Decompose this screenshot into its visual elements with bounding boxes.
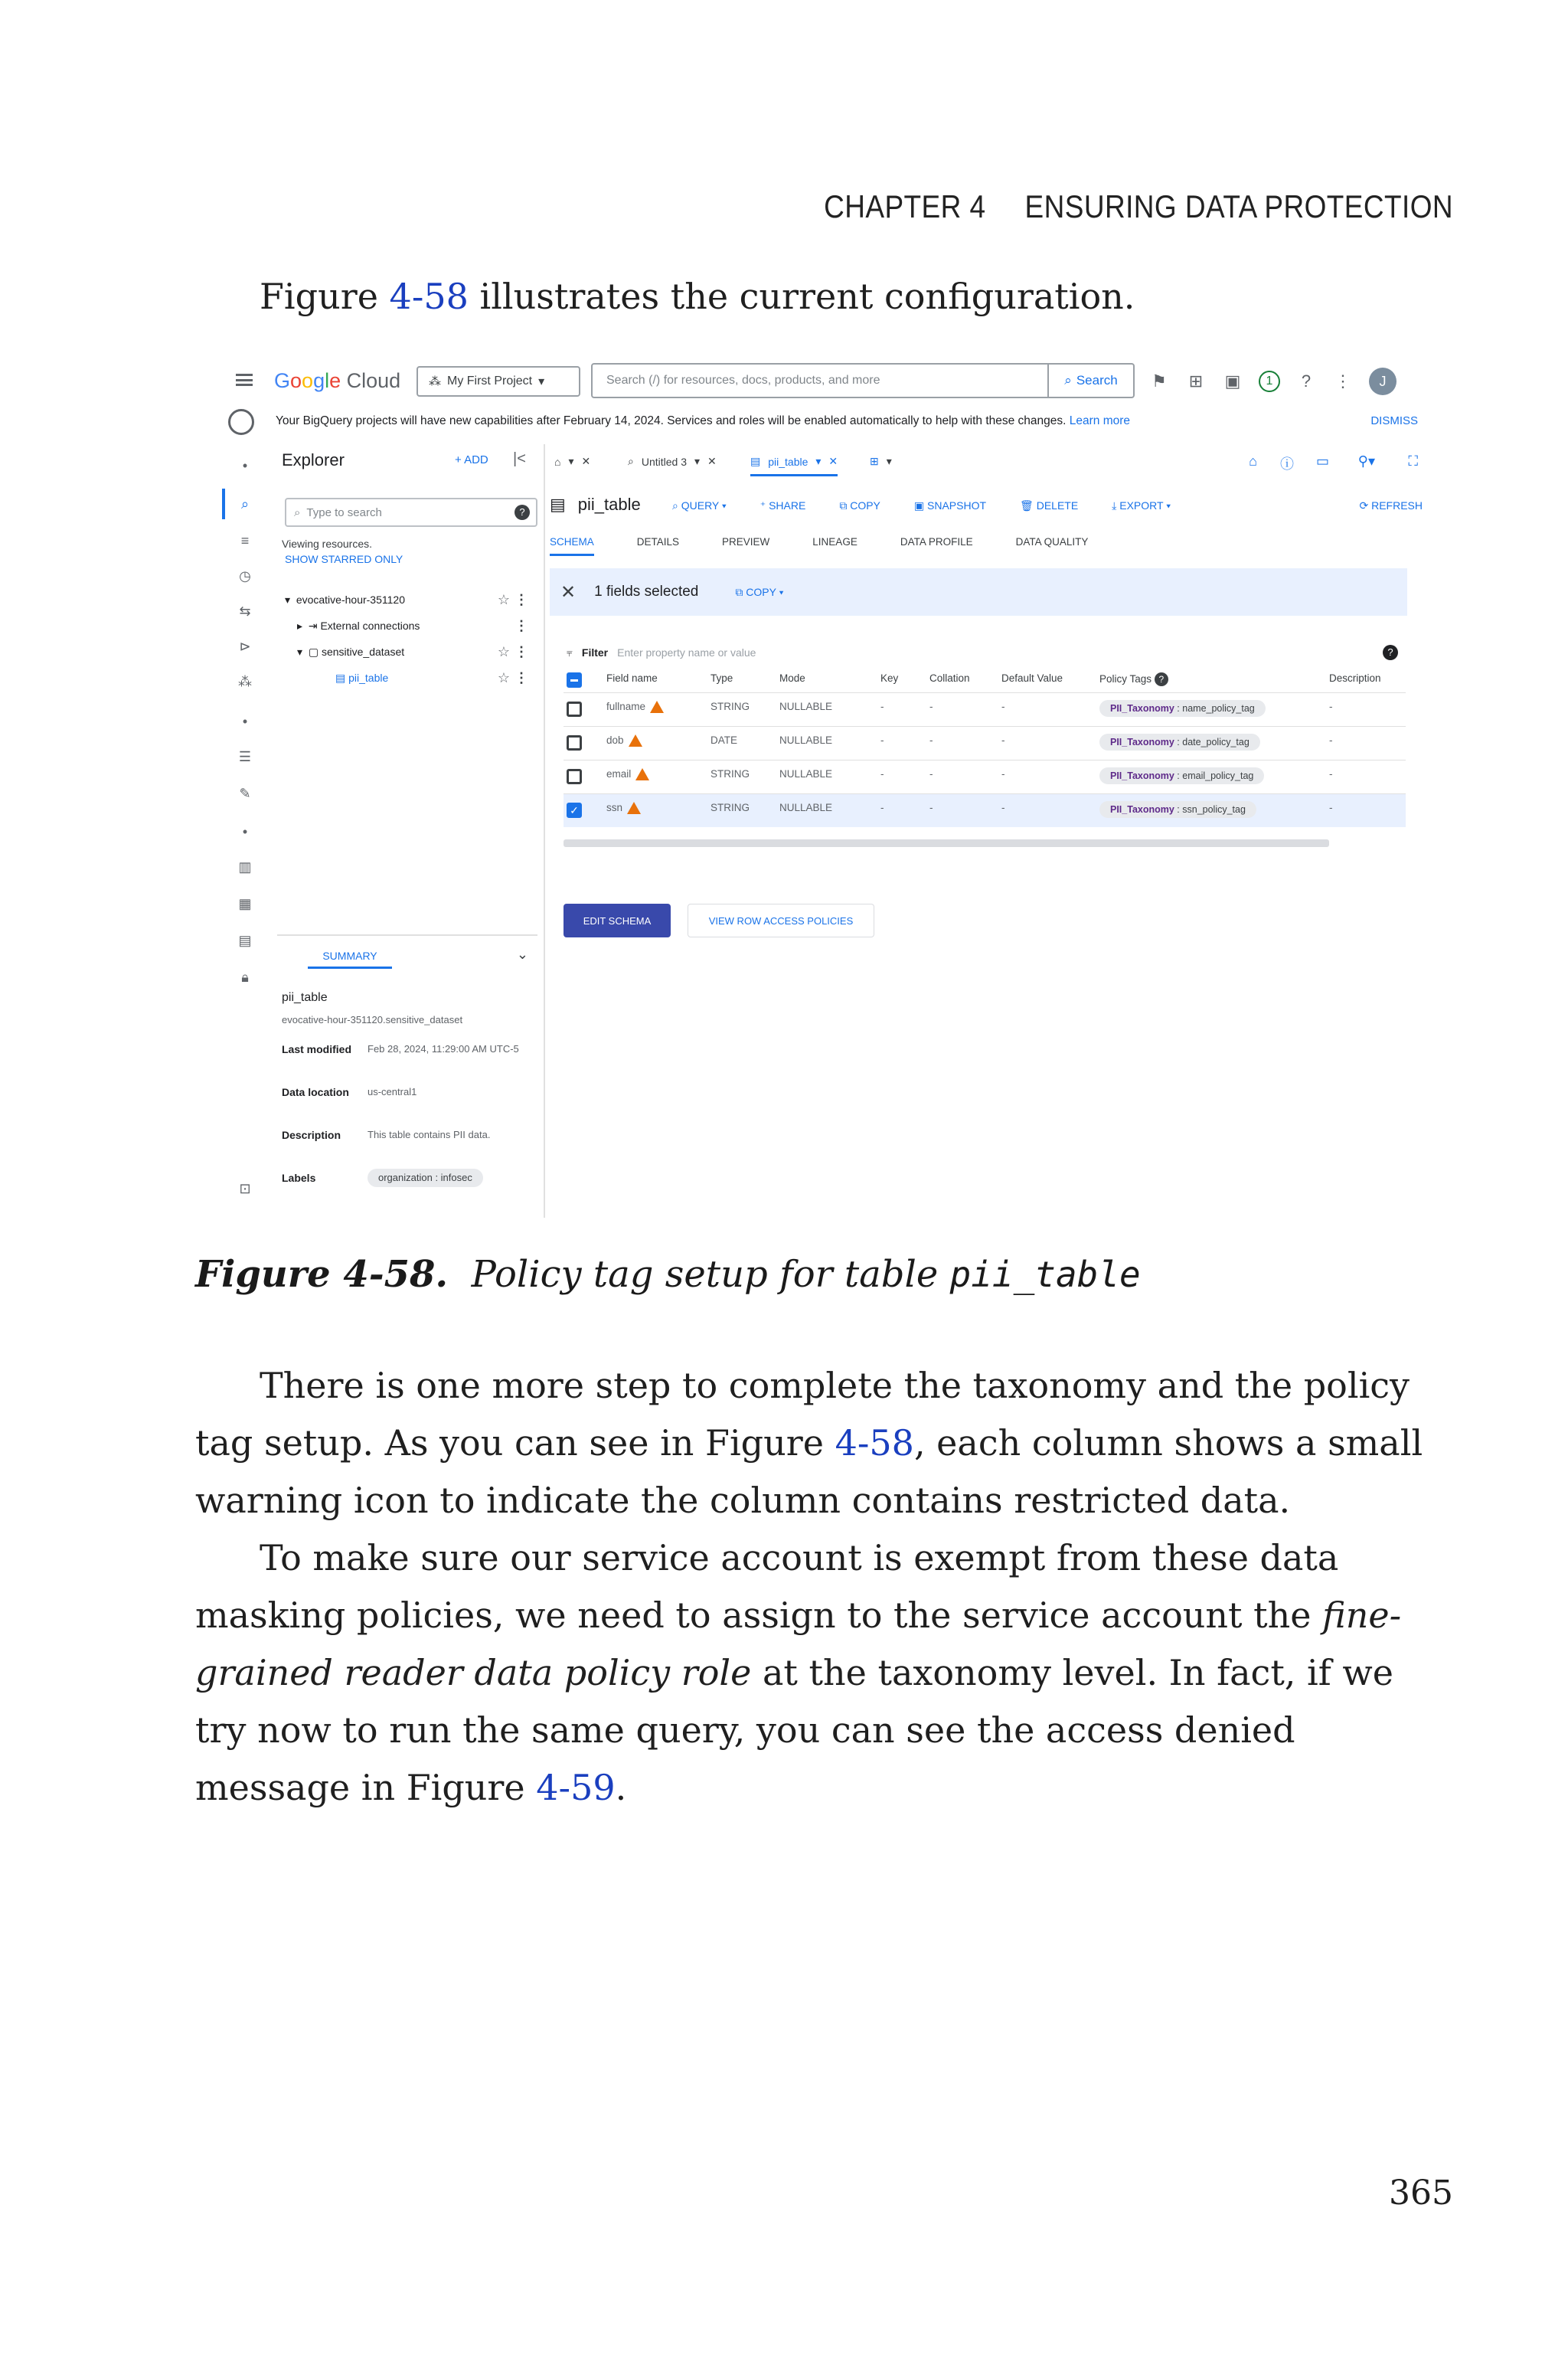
copy-button[interactable]: ⧉ COPY (839, 499, 880, 512)
row-checkbox[interactable]: ✓ (567, 803, 582, 818)
gift-icon[interactable]: ⊞ (1188, 371, 1204, 391)
console-topbar (222, 360, 1433, 404)
avatar[interactable]: J (1369, 368, 1396, 395)
select-all-checkbox[interactable] (567, 672, 582, 688)
tab-home[interactable]: ⌂ ▾ ✕ (554, 455, 591, 468)
pipeline-icon[interactable]: ⊳ (239, 639, 251, 654)
search-button[interactable]: ⌕ Search (1047, 365, 1133, 397)
filter-icon[interactable]: ≡ (240, 533, 250, 548)
figure-link[interactable]: 4-59 (536, 1767, 616, 1808)
fullscreen-icon[interactable]: ⛶ (1408, 453, 1418, 469)
warning-icon (650, 701, 664, 713)
warning-icon (629, 734, 642, 747)
intro-paragraph (195, 268, 1451, 325)
chevron-right-icon: ▸ (297, 619, 303, 632)
tab-data-profile[interactable]: DATA PROFILE (900, 536, 973, 548)
lock-icon[interactable]: 🔒︎ (241, 970, 249, 985)
add-button[interactable]: + ADD (455, 453, 488, 466)
nav-rail (222, 444, 268, 1218)
help-icon[interactable]: ? (514, 505, 530, 520)
table-row[interactable]: dob DATE NULLABLE - - - PII_Taxonomy : date_policy_tag - (564, 726, 1406, 760)
share-button[interactable]: ⁺ SHARE (760, 499, 806, 512)
history-icon[interactable]: ◷ (239, 568, 251, 584)
more-vert-icon[interactable]: ⋮ (514, 591, 528, 607)
tab-lineage[interactable]: LINEAGE (812, 536, 858, 548)
help-icon[interactable]: ? (1301, 371, 1312, 391)
summary-table-path: evocative-hour-351120.sensitive_dataset (282, 1014, 463, 1025)
tab-schema[interactable]: SCHEMA (550, 536, 594, 556)
main-panel (550, 444, 1433, 1218)
selection-count: 1 fields selected (594, 584, 699, 600)
project-selector[interactable]: ⁂ My First Project ▾ (416, 366, 580, 397)
table-subtabs (550, 536, 1088, 556)
dot-icon: • (242, 824, 248, 839)
edit-schema-button[interactable]: EDIT SCHEMA (564, 904, 671, 937)
info-banner: Your BigQuery projects will have new capabilities after February 14, 2024. Services and roles will be enabled automatically to help with these changes. Learn more DISMISS (222, 404, 1433, 438)
chevron-down-icon: ▾ (285, 593, 291, 606)
intro-suffix: illustrates the current configuration. (468, 276, 1135, 317)
keyboard-icon[interactable]: ▭ (1315, 453, 1329, 469)
body-paragraph: There is one more step to complete the taxonomy and the policy tag setup. As you can see in Figure 4-58, each column shows a small warning icon to indicate the column contains restricted data. (195, 1365, 1423, 1521)
query-icon: ⌕ (628, 455, 634, 467)
tree-item-table[interactable]: ▤ pii_table ☆ ⋮ (335, 669, 528, 685)
warning-icon (627, 802, 641, 814)
row-checkbox[interactable] (567, 702, 582, 717)
copy-fields-button[interactable]: ⧉ COPY ▾ (735, 585, 784, 598)
dataset-icon: ▢ (308, 645, 319, 658)
table-header-row: Field name Type Mode Key Collation Default Value Policy Tags ? Description (564, 668, 1406, 692)
star-icon[interactable]: ☆ (497, 643, 510, 659)
delete-button[interactable]: 🗑︎ DELETE (1020, 499, 1079, 512)
search-icon: ⌕ (294, 505, 301, 519)
close-icon[interactable]: ✕ (707, 455, 717, 467)
bigquery-screenshot (222, 360, 1433, 1218)
help-icon[interactable]: ? (1155, 672, 1168, 686)
flag-icon[interactable]: ⚑ (1152, 371, 1167, 391)
home-icon[interactable]: ⌂ (1249, 453, 1257, 469)
summary-row: Data location us-central1 (282, 1086, 417, 1098)
dismiss-button[interactable]: DISMISS (1370, 414, 1418, 427)
tab-preview[interactable]: PREVIEW (722, 536, 770, 548)
explorer-title: Explorer (282, 450, 345, 469)
query-button[interactable]: ⌕ QUERY ▾ (672, 499, 727, 512)
star-icon[interactable]: ☆ (497, 591, 510, 607)
summary-panel (277, 934, 537, 1218)
chevron-down-icon[interactable]: ⌄ (516, 947, 528, 962)
search-icon: ⌕ (1064, 373, 1072, 388)
policy-tag-chip[interactable]: PII_Taxonomy : ssn_policy_tag (1099, 801, 1256, 818)
help-icon[interactable]: ? (1383, 645, 1398, 660)
table-icon: ▤ (550, 495, 566, 514)
tab-details[interactable]: DETAILS (636, 536, 680, 548)
chevron-down-icon: ▾ (297, 645, 303, 658)
wrench-icon[interactable]: ✎ (239, 786, 251, 801)
terminal-icon[interactable]: ▣ (1224, 371, 1241, 391)
more-vert-icon[interactable]: ⋮ (514, 643, 528, 659)
search-input[interactable]: Search (/) for resources, docs, products, and more ⌕ Search (591, 363, 1135, 398)
label-chip: organization : infosec (368, 1169, 483, 1187)
tab-summary[interactable]: SUMMARY (308, 950, 392, 969)
chevron-down-icon: ▾ (538, 375, 545, 388)
tree-item-dataset[interactable]: ▾ ▢ sensitive_dataset ☆ ⋮ (297, 643, 528, 659)
view-row-access-policies-button[interactable]: VIEW ROW ACCESS POLICIES (688, 904, 874, 937)
more-vert-icon[interactable]: ⋮ (1334, 371, 1351, 391)
notification-badge[interactable]: 1 (1259, 371, 1280, 392)
transfer-icon[interactable]: ⇆ (239, 603, 251, 619)
policy-tag-chip[interactable]: PII_Taxonomy : email_policy_tag (1099, 767, 1264, 784)
connection-icon: ⇥ (308, 619, 318, 632)
collapse-panel-icon[interactable]: |< (513, 450, 526, 467)
table-icon: ▤ (335, 671, 346, 684)
pin-icon[interactable]: ⚲▾ (1357, 453, 1375, 469)
table-icon: ▤ (750, 455, 761, 467)
info-icon[interactable]: ⓘ (1280, 456, 1294, 472)
snapshot-button[interactable]: ▣ SNAPSHOT (913, 499, 987, 512)
list-icon[interactable]: ☰ (238, 749, 252, 764)
close-icon[interactable]: ✕ (581, 455, 591, 467)
tree-item-external-connections[interactable]: ▸ ⇥ External connections ⋮ (297, 617, 528, 633)
explorer-search-input[interactable]: ⌕ Type to search ? (285, 498, 537, 527)
tree-item-project[interactable]: ▾ evocative-hour-351120 ☆ ⋮ (285, 591, 528, 607)
bigquery-icon[interactable] (228, 409, 254, 435)
intro-prefix: Figure (260, 276, 390, 317)
search-icon[interactable]: ⌕ (240, 496, 250, 512)
editor-tabs (550, 444, 1433, 482)
dot-icon: • (242, 458, 248, 473)
table-icon[interactable]: ▤ (238, 933, 252, 948)
table-row[interactable]: email STRING NULLABLE - - - PII_Taxonomy : email_policy_tag - (564, 760, 1406, 793)
tab-untitled[interactable]: ⌕ Untitled 3 ▾ ✕ (628, 455, 717, 468)
tab-pii-table[interactable]: ▤ pii_table ▾ ✕ (750, 455, 838, 476)
collapse-icon[interactable]: ⊡ (239, 1181, 251, 1196)
graph-icon[interactable]: ⁂ (238, 674, 252, 689)
policy-tag-chip[interactable]: PII_Taxonomy : name_policy_tag (1099, 700, 1266, 717)
running-header (824, 188, 1453, 225)
new-tab-button[interactable]: ⊞ ▾ (870, 455, 892, 467)
figure-link[interactable]: 4-58 (389, 276, 469, 317)
summary-row: Last modified Feb 28, 2024, 11:29:00 AM UTC-5 (282, 1043, 519, 1055)
table-actions (672, 499, 1171, 512)
add-icon: ⊞ (870, 455, 879, 467)
show-starred-link[interactable]: SHOW STARRED ONLY (285, 553, 403, 565)
home-icon: ⌂ (554, 455, 561, 468)
menu-icon[interactable] (236, 374, 253, 386)
filter-icon: ⫧ (567, 646, 573, 659)
row-checkbox[interactable] (567, 769, 582, 784)
body-paragraph: To make sure our service account is exempt from these data masking policies, we need to assign to the service account the fine-grained reader data policy role at the taxonomy level. In fact, if we try now to run the same query, you can see the access denied message in Figure 4-59. (195, 1537, 1402, 1808)
star-icon[interactable]: ☆ (497, 669, 510, 685)
learn-more-link[interactable]: Learn more (1069, 414, 1131, 427)
more-vert-icon[interactable]: ⋮ (514, 669, 528, 685)
filter-input[interactable]: ⫧ Filter Enter property name or value (567, 646, 756, 659)
dashboard-icon[interactable]: ▦ (238, 896, 252, 911)
tab-data-quality[interactable]: DATA QUALITY (1015, 536, 1089, 548)
google-cloud-logo[interactable]: Google Cloud (274, 369, 401, 392)
policy-tag-chip[interactable]: PII_Taxonomy : date_policy_tag (1099, 734, 1260, 751)
table-row[interactable]: fullname STRING NULLABLE - - - PII_Taxonomy : name_policy_tag - (564, 692, 1406, 726)
warning-icon (635, 768, 649, 780)
table-title: ▤ pii_table (550, 495, 641, 514)
summary-row: Description This table contains PII data. (282, 1129, 491, 1141)
summary-table-name: pii_table (282, 991, 328, 1004)
close-icon[interactable]: ✕ (560, 581, 577, 603)
more-vert-icon[interactable]: ⋮ (514, 617, 528, 633)
figure-link[interactable]: 4-58 (835, 1422, 914, 1464)
close-icon[interactable]: ✕ (828, 455, 838, 467)
explorer-panel (277, 444, 545, 1218)
refresh-button[interactable]: ⟳ REFRESH (1359, 499, 1423, 512)
summary-row: Labels organization : infosec (282, 1169, 527, 1192)
table-row[interactable]: ✓ ssn STRING NULLABLE - - - PII_Taxonomy : ssn_policy_tag - (564, 793, 1406, 827)
dot-icon: • (242, 714, 248, 729)
figure-caption: Figure 4-58. Policy tag setup for table pii_table (195, 1253, 1141, 1296)
export-button[interactable]: ⤓ EXPORT ▾ (1112, 499, 1171, 512)
viewing-label: Viewing resources. (282, 538, 373, 550)
chapter-label: CHAPTER 4 (824, 188, 986, 224)
horizontal-scrollbar[interactable] (564, 839, 1329, 847)
section-label: ENSURING DATA PROTECTION (1024, 188, 1453, 224)
page-number: 365 (1389, 2174, 1453, 2213)
chart-icon[interactable]: ▥ (238, 859, 252, 875)
row-checkbox[interactable] (567, 735, 582, 751)
project-icon: ⁂ (429, 375, 441, 388)
selection-bar (550, 568, 1407, 616)
